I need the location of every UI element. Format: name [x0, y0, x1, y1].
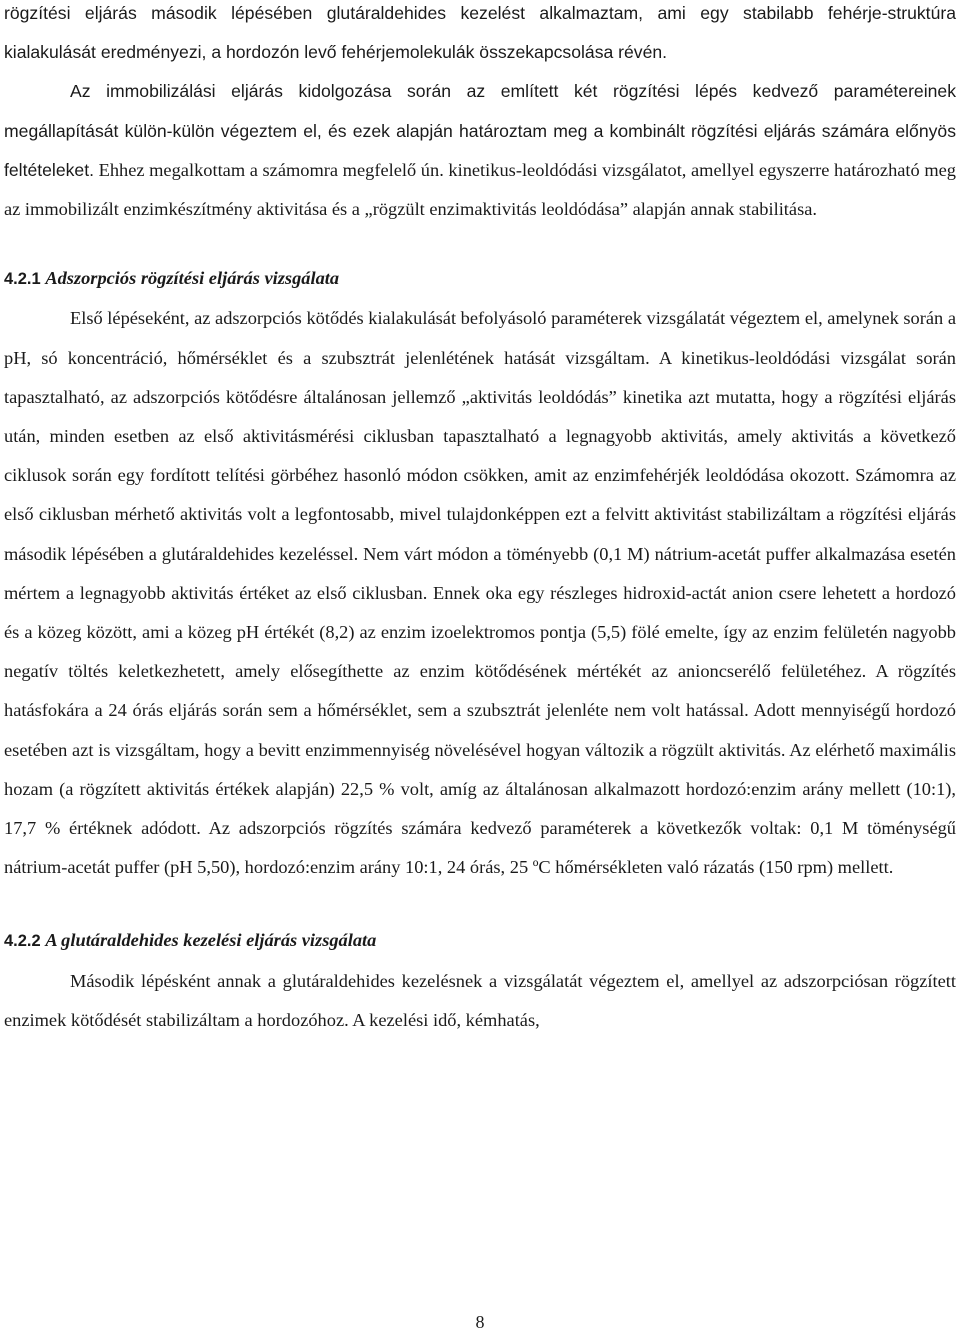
- spacer: [4, 229, 956, 259]
- spacer: [4, 887, 956, 921]
- paragraph-text: Első lépéseként, az adszorpciós kötődés kialakulását befolyásoló paraméterek vizsgálatát végeztem el, amelynek során a pH, só koncentráció, hőmérséklet és a szubsztrát jelenlétének hatását vizsgáltam. A kinetikus-leoldódási vizsgálat során tapasztalható, az adszorpciós kötődésre általánosan jellemző „aktivitás leoldódás” kinetika azt mutatta, hogy a rögzítési eljárás után, minden esetben az első aktivitásmérési ciklusban tapasztalható a legnagyobb aktivitás, amely aktivitás a következő ciklusok során egy fordított telítési görbéhez hasonló módon csökken, amit az enzimfehérjék leoldódása okozott. Számomra az első ciklusban mérhető aktivitás volt a legfontosabb, mivel tulajdonképpen ezt a felvitt aktivitást stabilizáltam a rögzítési eljárás második lépésében a glutáraldehides kezeléssel. Nem várt módon a töményebb (0,1 M) nátrium-acetát puffer alkalmazása esetén mértem a legnagyobb aktivitás értéket az első ciklusban. Ennek oka egy részleges hidroxid-actát anion csere lehetett a hordozó és a közeg között, ami a közeg pH értékét (8,2) az enzim izoelektromos pontja (5,5) fölé emelte, így az enzim felületén nagyobb negatív töltés keletkezhetett, amely elősegíthette az enzim kötődésének mértékét az anioncserélő felületéhez. A rögzítés hatásfokára a 24 órás eljárás során sem a hőmérséklet, sem a szubsztrát jelenléte nem volt hatással. Adott mennyiségű hordozó esetében azt is vizsgáltam, hogy a bevitt enzimmennyiség növelésével hogyan változik a rögzült aktivitás. Az elérhető maximális hozam (a rögzített aktivitás értékek alapján) 22,5 % volt, amíg az általánosan alkalmazott hordozó:enzim arány mellett (10:1), 17,7 % értéknek adódott. Az adszorpciós rögzítés számára kedvező paraméterek a következők voltak: 0,1 M töménységű nátrium-acetát puffer (pH 5,50), hordozó:enzim arány 10:1, 24 órás, 25 ºC hőmérsékleten való rázatás (150 rpm) mellett.: [4, 308, 956, 878]
- paragraph-text-sans: Az immobilizálási eljárás kidolgozása során az említett két rögzítési lépés kedvező paramétereinek megállapítását külön-külön végeztem el, és ezek alapján határoztam meg a kombinált rögzítési eljárás számára előnyös feltételeket.: [4, 81, 956, 180]
- section-heading-4-2-1: [4, 259, 956, 299]
- paragraph-adsorption: [4, 299, 956, 887]
- section-number: 4.2.2: [4, 932, 41, 951]
- section-title: A glutáraldehides kezelési eljárás vizsgálata: [45, 930, 377, 951]
- paragraph-text: rögzítési eljárás második lépésében glutáraldehides kezelést alkalmaztam, ami egy stabilabb fehérje-struktúra kialakulását eredményezi, a hordozón levő fehérjemolekulák összekapcsolása révén.: [4, 3, 956, 63]
- section-number: 4.2.1: [4, 270, 41, 289]
- page-number: 8: [475, 1312, 485, 1332]
- section-title: Adszorpciós rögzítési eljárás vizsgálata: [45, 268, 340, 289]
- document-page: [4, 0, 956, 1040]
- paragraph-immobilization: [4, 72, 956, 229]
- section-heading-4-2-2: [4, 921, 956, 961]
- paragraph-glutaraldehyde: [4, 962, 956, 1040]
- paragraph-continuation: [4, 0, 956, 72]
- paragraph-text-serif: Ehhez megalkottam a számomra megfelelő ún. kinetikus-leoldódási vizsgálatot, amellyel egyszerre határozható meg az immobilizált enzimkészítmény aktivitása és a „rögzült enzimaktivitás leoldódása” alapján annak stabilitása.: [4, 159, 956, 220]
- paragraph-text: Második lépésként annak a glutáraldehides kezelésnek a vizsgálatát végeztem el, amellyel az adszorpciósan rögzített enzimek kötődését stabilizáltam a hordozóhoz. A kezelési idő, kémhatás,: [4, 970, 956, 1030]
